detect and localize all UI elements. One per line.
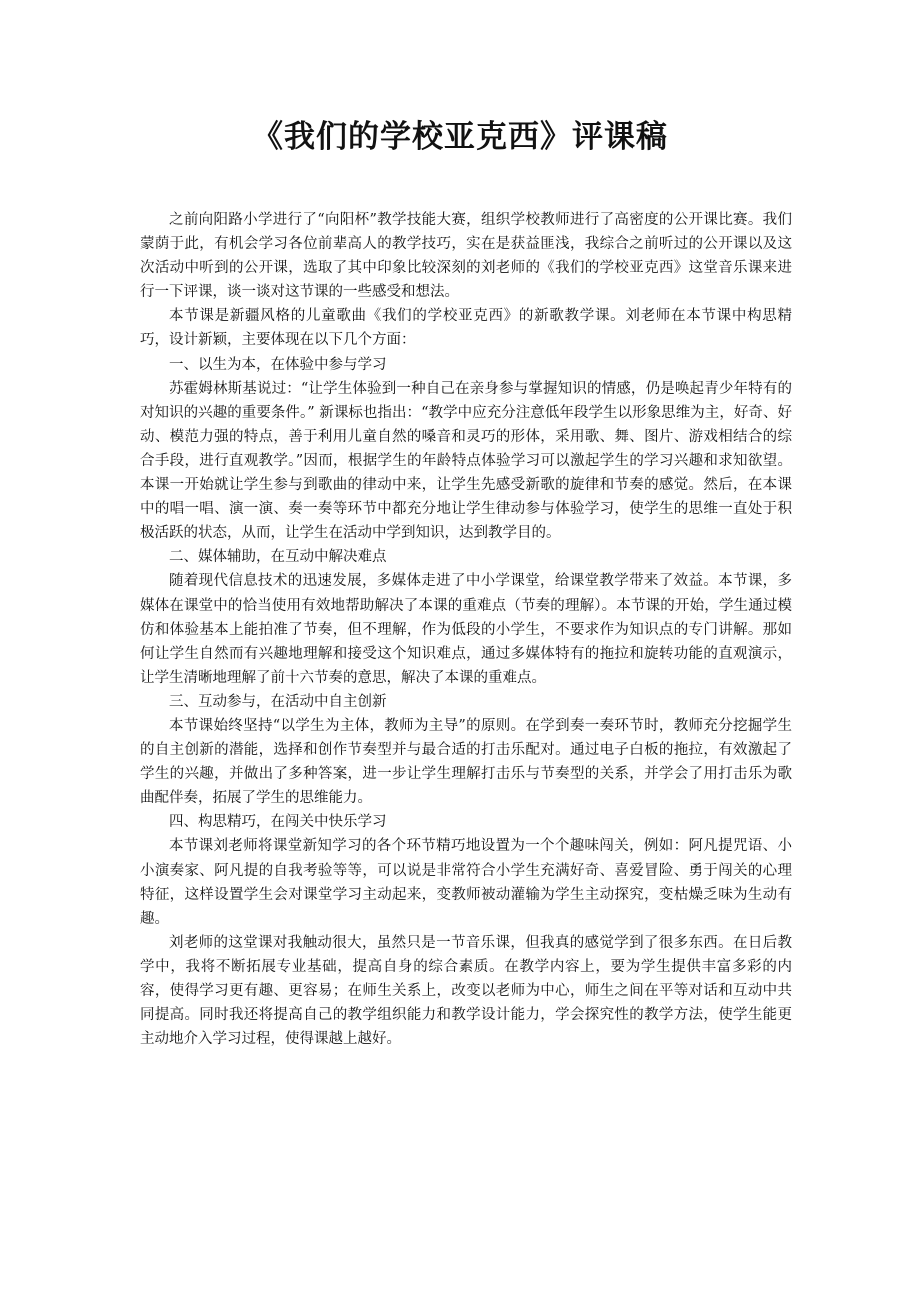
paragraph-section-4: 本节课刘老师将课堂新知学习的各个环节精巧地设置为一个个趣味闯关，例如：阿凡提咒语、小小演奏家、阿凡提的自我考验等等，可以说是非常符合小学生充满好奇、喜爱冒险、勇于闯关的心理特征，这样设置学生会对课堂学习主动起来，变教师被动灌输为学生主动探究，变枯燥乏味为生动有趣。	[140, 838, 792, 927]
paragraph-overview: 本节课是新疆风格的儿童歌曲《我们的学校亚克西》的新歌教学课。刘老师在本节课中构思精巧，设计新颖，主要体现在以下几个方面：	[140, 308, 792, 349]
paragraph-section-2: 随着现代信息技术的迅速发展，多媒体走进了中小学课堂，给课堂教学带来了效益。本节课，多媒体在课堂中的恰当使用有效地帮助解决了本课的重难点（节奏的理解）。本节课的开始，学生通过模仿和体验基本上能拍准了节奏，但不理解，作为低段的小学生，不要求作为知识点的专门讲解。那如何让学生自然而有兴趣地理解和接受这个知识难点，通过多媒体特有的拖拉和旋转功能的直观演示，让学生清晰地理解了前十六节奏的意思，解决了本课的重难点。	[140, 573, 792, 686]
document-body	[140, 208, 792, 1051]
paragraph-section-1: 苏霍姆林斯基说过：“让学生体验到一种自己在亲身参与掌握知识的情感，仍是唤起青少年特有的对知识的兴趣的重要条件。” 新课标也指出：“教学中应充分注意低年段学生以形象思维为主，好奇、好动、模范力强的特点，善于利用儿童自然的嗓音和灵巧的形体，采用歌、舞、图片、游戏相结合的综合手段，进行直观教学。”因而，根据学生的年龄特点体验学习可以激起学生的学习兴趣和求知欲望。本课一开始就让学生参与到歌曲的律动中来，让学生先感受新歌的旋律和节奏的感觉。然后，在本课中的唱一唱、演一演、奏一奏等环节中都充分地让学生律动参与体验学习，使学生的思维一直处于积极活跃的状态，从而，让学生在活动中学到知识，达到教学目的。	[140, 380, 792, 542]
section-heading-1: 一、以生为本，在体验中参与学习	[169, 356, 387, 373]
document-title: 《我们的学校亚克西》评课稿	[252, 119, 668, 155]
paragraph-conclusion: 刘老师的这堂课对我触动很大，虽然只是一节音乐课，但我真的感觉学到了很多东西。在日后教学中，我将不断拓展专业基础，提高自身的综合素质。在教学内容上，要为学生提供丰富多彩的内容，使得学习更有趣、更容易；在师生关系上，改变以老师为中心，师生之间在平等对话和互动中共同提高。同时我还将提高自己的教学组织能力和教学设计能力，学会探究性的教学方法，使学生能更主动地介入学习过程，使得课越上越好。	[140, 934, 792, 1048]
paragraph-intro: 之前向阳路小学进行了“向阳杯”教学技能大赛，组织学校教师进行了高密度的公开课比赛。我们蒙荫于此，有机会学习各位前辈高人的教学技巧，实在是获益匪浅，我综合之前听过的公开课以及这次活动中听到的公开课，选取了其中印象比较深刻的刘老师的《我们的学校亚克西》这堂音乐课来进行一下评课，谈一谈对这节课的一些感受和想法。	[140, 212, 792, 301]
paragraph-section-3: 本节课始终坚持“以学生为主体，教师为主导”的原则。在学到奏一奏环节时，教师充分挖掘学生的自主创新的潜能，选择和创作节奏型并与最合适的打击乐配对。通过电子白板的拖拉，有效激起了学生的兴趣，并做出了多种答案，进一步让学生理解打击乐与节奏型的关系，并学会了用打击乐为歌曲配伴奏，拓展了学生的思维能力。	[140, 717, 792, 807]
section-heading-4: 四、构思精巧，在闯关中快乐学习	[169, 814, 387, 831]
section-heading-2: 二、媒体辅助，在互动中解决难点	[169, 549, 387, 566]
section-heading-3: 三、互动参与，在活动中自主创新	[169, 693, 387, 710]
